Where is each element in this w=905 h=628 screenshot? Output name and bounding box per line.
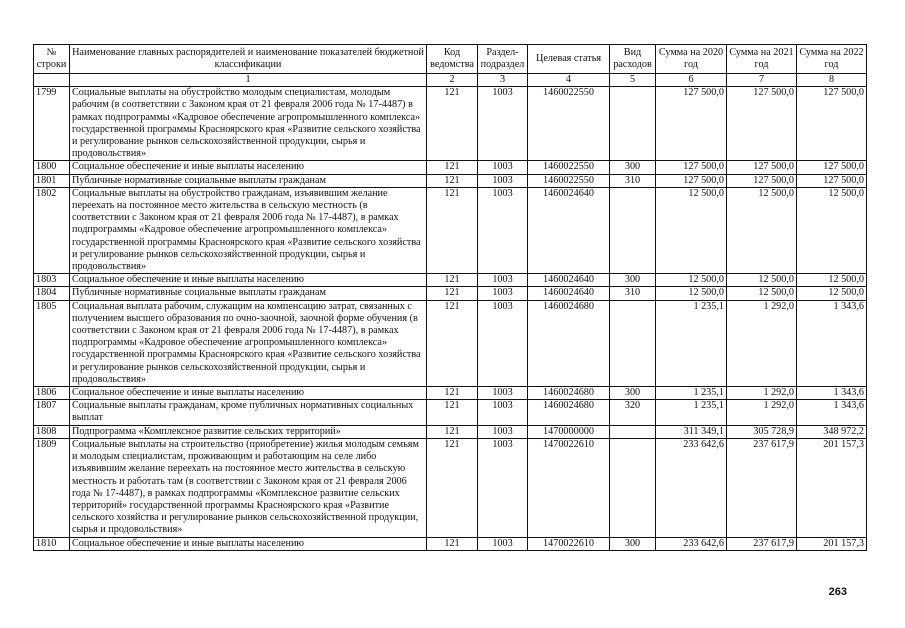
- expense-type-cell: [610, 187, 656, 273]
- dept-code-cell: 121: [427, 161, 478, 174]
- expense-type-cell: 300: [610, 161, 656, 174]
- section-code-cell: 1003: [478, 537, 528, 550]
- sum-2020-cell: 127 500,0: [656, 174, 727, 187]
- sum-2020-cell: 233 642,6: [656, 537, 727, 550]
- sum-2021-cell: 305 728,9: [727, 425, 797, 438]
- dept-code-cell: 121: [427, 87, 478, 161]
- sum-2021-cell: 1 292,0: [727, 400, 797, 425]
- target-article-cell: 1470000000: [528, 425, 610, 438]
- dept-code-cell: 121: [427, 174, 478, 187]
- expense-type-cell: 310: [610, 174, 656, 187]
- header-name: Наименование главных распорядителей и наименование показателей бюджетной классификации: [70, 45, 427, 74]
- table-row: [34, 287, 867, 300]
- sum-2021-cell: 127 500,0: [727, 87, 797, 161]
- row-number-cell: 1806: [34, 387, 70, 400]
- section-code-cell: 1003: [478, 300, 528, 386]
- header-sum-2020: Сумма на 2020 год: [656, 45, 727, 74]
- dept-code-cell: 121: [427, 425, 478, 438]
- sum-2021-cell: 1 292,0: [727, 300, 797, 386]
- row-name-cell: Публичные нормативные социальные выплаты гражданам: [70, 174, 427, 187]
- sum-2022-cell: 12 500,0: [797, 187, 867, 273]
- column-number: 5: [610, 74, 656, 87]
- sum-2021-cell: 12 500,0: [727, 287, 797, 300]
- sum-2022-cell: 127 500,0: [797, 161, 867, 174]
- section-code-cell: 1003: [478, 438, 528, 537]
- sum-2021-cell: 12 500,0: [727, 274, 797, 287]
- sum-2020-cell: 233 642,6: [656, 438, 727, 537]
- row-number-cell: 1810: [34, 537, 70, 550]
- target-article-cell: 1460022550: [528, 161, 610, 174]
- target-article-cell: 1460024680: [528, 387, 610, 400]
- sum-2022-cell: 201 157,3: [797, 438, 867, 537]
- dept-code-cell: 121: [427, 400, 478, 425]
- sum-2022-cell: 1 343,6: [797, 400, 867, 425]
- target-article-cell: 1460024640: [528, 287, 610, 300]
- dept-code-cell: 121: [427, 287, 478, 300]
- header-expense: Вид расходов: [610, 45, 656, 74]
- row-number-cell: 1800: [34, 161, 70, 174]
- target-article-cell: 1460024680: [528, 400, 610, 425]
- table-header-row: [34, 45, 867, 74]
- table-row: [34, 174, 867, 187]
- table-body: [34, 87, 867, 551]
- column-number: 4: [528, 74, 610, 87]
- sum-2021-cell: 237 617,9: [727, 438, 797, 537]
- column-number: 7: [727, 74, 797, 87]
- sum-2022-cell: 12 500,0: [797, 274, 867, 287]
- dept-code-cell: 121: [427, 300, 478, 386]
- expense-type-cell: [610, 425, 656, 438]
- row-name-cell: Социальное обеспечение и иные выплаты населению: [70, 537, 427, 550]
- section-code-cell: 1003: [478, 425, 528, 438]
- budget-sheet: [33, 44, 867, 551]
- target-article-cell: 1470022610: [528, 537, 610, 550]
- row-number-cell: 1807: [34, 400, 70, 425]
- section-code-cell: 1003: [478, 87, 528, 161]
- sum-2021-cell: 127 500,0: [727, 174, 797, 187]
- header-row-num: № строки: [34, 45, 70, 74]
- table-row: [34, 425, 867, 438]
- section-code-cell: 1003: [478, 187, 528, 273]
- dept-code-cell: 121: [427, 387, 478, 400]
- row-name-cell: Социальные выплаты на строительство (приобретение) жилья молодым семьям и молодым специалистам, проживающим и работающим на селе либо изъявившим желание переехать на постоянное место жительства в сельскую местность и работать там (в соответствии с Законом края от 21 февраля 2006 года № 17-4487), в рамках подпрограммы «Комплексное развитие сельских территорий» государственной программы Красноярского края «Развитие сельского хозяйства и регулирование рынков сельскохозяйственной продукции, сырья и продовольствия»: [70, 438, 427, 537]
- sum-2022-cell: 1 343,6: [797, 300, 867, 386]
- header-dept: Код ведомства: [427, 45, 478, 74]
- row-number-cell: 1809: [34, 438, 70, 537]
- target-article-cell: 1470022610: [528, 438, 610, 537]
- sum-2020-cell: 1 235,1: [656, 300, 727, 386]
- target-article-cell: 1460022550: [528, 174, 610, 187]
- dept-code-cell: 121: [427, 274, 478, 287]
- sum-2022-cell: 127 500,0: [797, 87, 867, 161]
- column-number: 6: [656, 74, 727, 87]
- row-name-cell: Подпрограмма «Комплексное развитие сельских территорий»: [70, 425, 427, 438]
- sum-2021-cell: 237 617,9: [727, 537, 797, 550]
- expense-type-cell: 310: [610, 287, 656, 300]
- expense-type-cell: 320: [610, 400, 656, 425]
- sum-2020-cell: 12 500,0: [656, 274, 727, 287]
- column-number: 3: [478, 74, 528, 87]
- row-number-cell: 1801: [34, 174, 70, 187]
- sum-2020-cell: 1 235,1: [656, 400, 727, 425]
- sum-2020-cell: 12 500,0: [656, 187, 727, 273]
- sum-2022-cell: 12 500,0: [797, 287, 867, 300]
- column-number: [34, 74, 70, 87]
- sum-2022-cell: 348 972,2: [797, 425, 867, 438]
- section-code-cell: 1003: [478, 287, 528, 300]
- table-row: [34, 387, 867, 400]
- sum-2022-cell: 127 500,0: [797, 174, 867, 187]
- row-number-cell: 1804: [34, 287, 70, 300]
- sum-2020-cell: 12 500,0: [656, 287, 727, 300]
- expense-type-cell: 300: [610, 387, 656, 400]
- row-number-cell: 1808: [34, 425, 70, 438]
- row-name-cell: Публичные нормативные социальные выплаты гражданам: [70, 287, 427, 300]
- sum-2020-cell: 1 235,1: [656, 387, 727, 400]
- target-article-cell: 1460022550: [528, 87, 610, 161]
- column-number: 1: [70, 74, 427, 87]
- table-row: [34, 438, 867, 537]
- table-row: [34, 537, 867, 550]
- sum-2021-cell: 1 292,0: [727, 387, 797, 400]
- row-name-cell: Социальные выплаты гражданам, кроме публичных нормативных социальных выплат: [70, 400, 427, 425]
- row-name-cell: Социальное обеспечение и иные выплаты населению: [70, 274, 427, 287]
- expense-type-cell: [610, 300, 656, 386]
- dept-code-cell: 121: [427, 537, 478, 550]
- dept-code-cell: 121: [427, 187, 478, 273]
- section-code-cell: 1003: [478, 400, 528, 425]
- section-code-cell: 1003: [478, 174, 528, 187]
- column-number: 2: [427, 74, 478, 87]
- column-numbers-row: [34, 74, 867, 87]
- row-number-cell: 1802: [34, 187, 70, 273]
- expense-type-cell: [610, 438, 656, 537]
- row-name-cell: Социальное обеспечение и иные выплаты населению: [70, 161, 427, 174]
- sum-2022-cell: 201 157,3: [797, 537, 867, 550]
- expense-type-cell: 300: [610, 274, 656, 287]
- row-number-cell: 1803: [34, 274, 70, 287]
- table-row: [34, 187, 867, 273]
- row-number-cell: 1799: [34, 87, 70, 161]
- row-name-cell: Социальные выплаты на обустройство молодым специалистам, молодым рабочим (в соответствии с Законом края от 21 февраля 2006 года № 17-4487) в рамках подпрограммы «Кадровое обеспечение агропромышленного комплекса» государственной программы Красноярского края «Развитие сельского хозяйства и регулирование рынков сельскохозяйственной продукции, сырья и продовольствия»: [70, 87, 427, 161]
- table-row: [34, 400, 867, 425]
- table-row: [34, 300, 867, 386]
- target-article-cell: 1460024680: [528, 300, 610, 386]
- header-target: Целевая статья: [528, 45, 610, 74]
- sum-2020-cell: 311 349,1: [656, 425, 727, 438]
- target-article-cell: 1460024640: [528, 274, 610, 287]
- dept-code-cell: 121: [427, 438, 478, 537]
- table-row: [34, 161, 867, 174]
- row-name-cell: Социальное обеспечение и иные выплаты населению: [70, 387, 427, 400]
- target-article-cell: 1460024640: [528, 187, 610, 273]
- sum-2020-cell: 127 500,0: [656, 161, 727, 174]
- header-sum-2021: Сумма на 2021 год: [727, 45, 797, 74]
- sum-2022-cell: 1 343,6: [797, 387, 867, 400]
- section-code-cell: 1003: [478, 274, 528, 287]
- page-number: 263: [828, 586, 847, 598]
- row-name-cell: Социальные выплаты на обустройство гражданам, изъявившим желание переехать на постоянное место жительства в сельскую местность (в соответствии с Законом края от 21 февраля 2006 года № 17-4487), в рамках подпрограммы «Кадровое обеспечение агропромышленного комплекса» государственной программы Красноярского края «Развитие сельского хозяйства и регулирование рынков сельскохозяйственной продукции, сырья и продовольствия»: [70, 187, 427, 273]
- section-code-cell: 1003: [478, 161, 528, 174]
- column-number: 8: [797, 74, 867, 87]
- section-code-cell: 1003: [478, 387, 528, 400]
- row-name-cell: Социальная выплата рабочим, служащим на компенсацию затрат, связанных с получением высшего образования по очно-заочной, заочной форме обучения (в соответствии с Законом края от 21 февраля 2006 года № 17-4487), в рамках подпрограммы «Кадровое обеспечение агропромышленного комплекса» государственной программы Красноярского края «Развитие сельского хозяйства и регулирование рынков сельскохозяйственной продукции, сырья и продовольствия»: [70, 300, 427, 386]
- row-number-cell: 1805: [34, 300, 70, 386]
- budget-table: [33, 44, 867, 551]
- sum-2021-cell: 12 500,0: [727, 187, 797, 273]
- header-sum-2022: Сумма на 2022 год: [797, 45, 867, 74]
- expense-type-cell: 300: [610, 537, 656, 550]
- expense-type-cell: [610, 87, 656, 161]
- table-row: [34, 274, 867, 287]
- sum-2020-cell: 127 500,0: [656, 87, 727, 161]
- sum-2021-cell: 127 500,0: [727, 161, 797, 174]
- header-section: Раздел-подраздел: [478, 45, 528, 74]
- table-row: [34, 87, 867, 161]
